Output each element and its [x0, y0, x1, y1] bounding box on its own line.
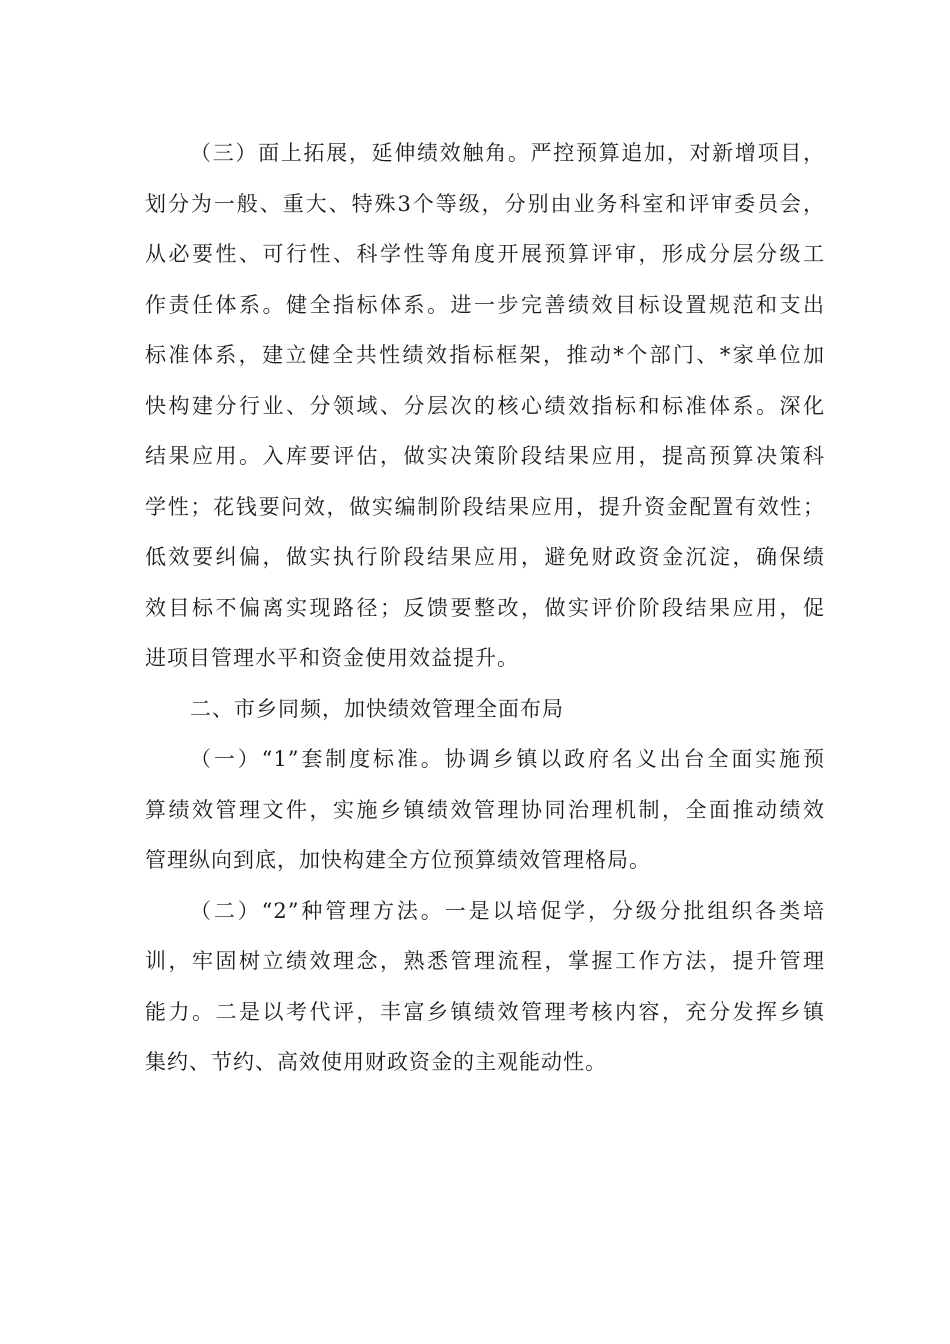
- text-line: 快构建分行业、分领域、分层次的核心绩效指标和标准体系。深化: [145, 393, 825, 418]
- text-line: 训，牢固树立绩效理念，熟悉管理流程，掌握工作方法，提升管理: [145, 949, 825, 973]
- text-line: 管理纵向到底，加快构建全方位预算绩效管理格局。: [145, 848, 651, 872]
- text-line: 标准体系，建立健全共性绩效指标框架，推动*个部门、*家单位加: [145, 343, 825, 367]
- text-line: 算绩效管理文件，实施乡镇绩效管理协同治理机制，全面推动绩效: [145, 797, 825, 822]
- section-heading-2: [145, 684, 825, 735]
- heading-line: 二、市乡同频，加快绩效管理全面布局: [190, 696, 564, 721]
- text-line: 结果应用。入库要评估，做实决策阶段结果应用，提高预算决策科: [145, 444, 825, 468]
- paragraph-section-3: [145, 128, 825, 684]
- text-line: 效目标不偏离实现路径；反馈要整改，做实评价阶段结果应用，促: [145, 595, 825, 620]
- text-line: 作责任体系。健全指标体系。进一步完善绩效目标设置规范和支出: [145, 292, 825, 317]
- paragraph-subsection-2: [145, 886, 825, 1088]
- text-line: 能力。二是以考代评，丰富乡镇绩效管理考核内容，充分发挥乡镇: [145, 999, 825, 1024]
- text-line: （三）面上拓展，延伸绩效触角。严控预算追加，对新增项目，: [190, 141, 825, 165]
- text-line: 划分为一般、重大、特殊3个等级，分别由业务科室和评审委员会，: [145, 191, 825, 216]
- text-line: 从必要性、可行性、科学性等角度开展预算评审，形成分层分级工: [145, 242, 825, 266]
- document-body: [145, 128, 825, 1088]
- text-line: （一）“1”套制度标准。协调乡镇以政府名义出台全面实施预: [190, 747, 825, 771]
- text-line: 集约、节约、高效使用财政资金的主观能动性。: [145, 1050, 607, 1074]
- paragraph-subsection-1: [145, 734, 825, 886]
- text-line: （二）“2”种管理方法。一是以培促学，分级分批组织各类培: [190, 898, 825, 923]
- text-line: 学性；花钱要问效，做实编制阶段结果应用，提升资金配置有效性；: [145, 494, 825, 519]
- text-line: 低效要纠偏，做实执行阶段结果应用，避免财政资金沉淀，确保绩: [145, 545, 825, 569]
- text-line: 进项目管理水平和资金使用效益提升。: [145, 646, 519, 670]
